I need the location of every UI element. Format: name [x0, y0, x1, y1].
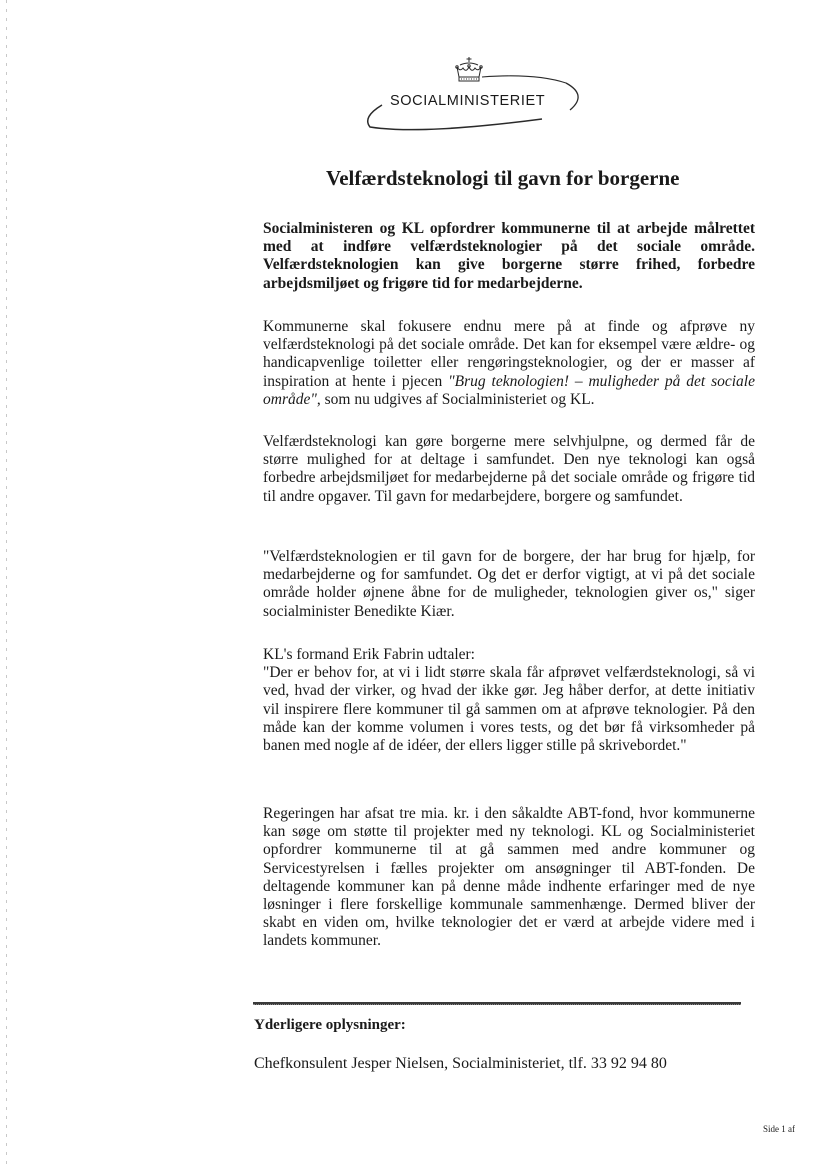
paragraph-4	[263, 646, 755, 755]
pamphlet-title: "Brug teknologien! – muligheder på det sociale område"	[263, 372, 755, 408]
further-info-heading: Yderligere oplysninger:	[254, 1017, 406, 1033]
paragraph-5: Regeringen har afsat tre mia. kr. i den såkaldte ABT-fond, hvor kommunerne kan søge om støtte til projekter med ny teknologi. KL og Socialministeriet opfordrer kommunerne til at gå sammen med andre kommuner og Servicestyrelsen i fælles projekter om ansøgninger til ABT-fonden. De deltagende kommuner kan på denne måde indhente erfaringer med de nye løsninger i flere forskellige kommunale sammenhænge. Dermed bliver der skabt en viden om, hvilke teknologier det er værd at arbejde videre med i landets kommuner.	[263, 805, 755, 950]
lead-paragraph: Socialministeren og KL opfordrer kommunerne til at arbejde målrettet med at indføre velfærdsteknologier på det sociale område. Velfærdsteknologien kan give borgerne større frihed, forbedre arbejdsmiljøet og frigøre tid for medarbejderne.	[263, 220, 755, 292]
crown-icon	[456, 57, 482, 81]
paragraph-1	[263, 318, 755, 409]
paragraph-1-text: Kommunerne skal fokusere endnu mere på at finde og afprøve ny velfærdsteknologi på det sociale område. Det kan for eksempel være ældre- og handicapvenlige toiletter eller rengøringsteknologier, og der er masser af inspiration at hente i pjecen	[263, 318, 755, 390]
logo-text: SOCIALMINISTERIET	[390, 93, 546, 109]
paragraph-4-quote: "Der er behov for, at vi i lidt større skala får afprøvet velfærdsteknologi, så vi ved, hvad der virker, og hvad der ikke gør. Jeg håber derfor, at dette initiativ vil inspirere flere kommuner til gå sammen om at afprøve teknologier. På den måde kan der komme volumen i vores tests, og det bør få virksomheder på banen med nogle af de idéer, der ellers ligger stille på skrivebordet."	[263, 664, 755, 755]
page-number: Side 1 af	[763, 1124, 795, 1134]
scan-margin-line	[6, 0, 7, 1168]
ministry-logo	[360, 55, 585, 135]
paragraph-2: Velfærdsteknologi kan gøre borgerne mere selvhjulpne, og dermed får de større mulighed for at deltage i samfundet. Den nye teknologi kan også forbedre arbejdsmiljøet for medarbejderne på det sociale område og frigøre tid til andre opgaver. Til gavn for medarbejdere, borgere og samfundet.	[263, 433, 755, 505]
paragraph-1-text-end: , som nu udgives af Socialministeriet og KL.	[316, 390, 595, 408]
divider	[253, 1002, 741, 1005]
paragraph-3: "Velfærdsteknologien er til gavn for de borgere, der har brug for hjælp, for medarbejderne og for samfundet. Og det er derfor vigtigt, at vi på det sociale område holder øjnene åbne for de muligheder, teknologien giver os," siger socialminister Benedikte Kiær.	[263, 548, 755, 620]
paragraph-4-intro: KL's formand Erik Fabrin udtaler:	[263, 646, 475, 663]
page-title: Velfærdsteknologi til gavn for borgerne	[326, 166, 680, 190]
contact-line: Chefkonsulent Jesper Nielsen, Socialministeriet, tlf. 33 92 94 80	[254, 1055, 667, 1072]
